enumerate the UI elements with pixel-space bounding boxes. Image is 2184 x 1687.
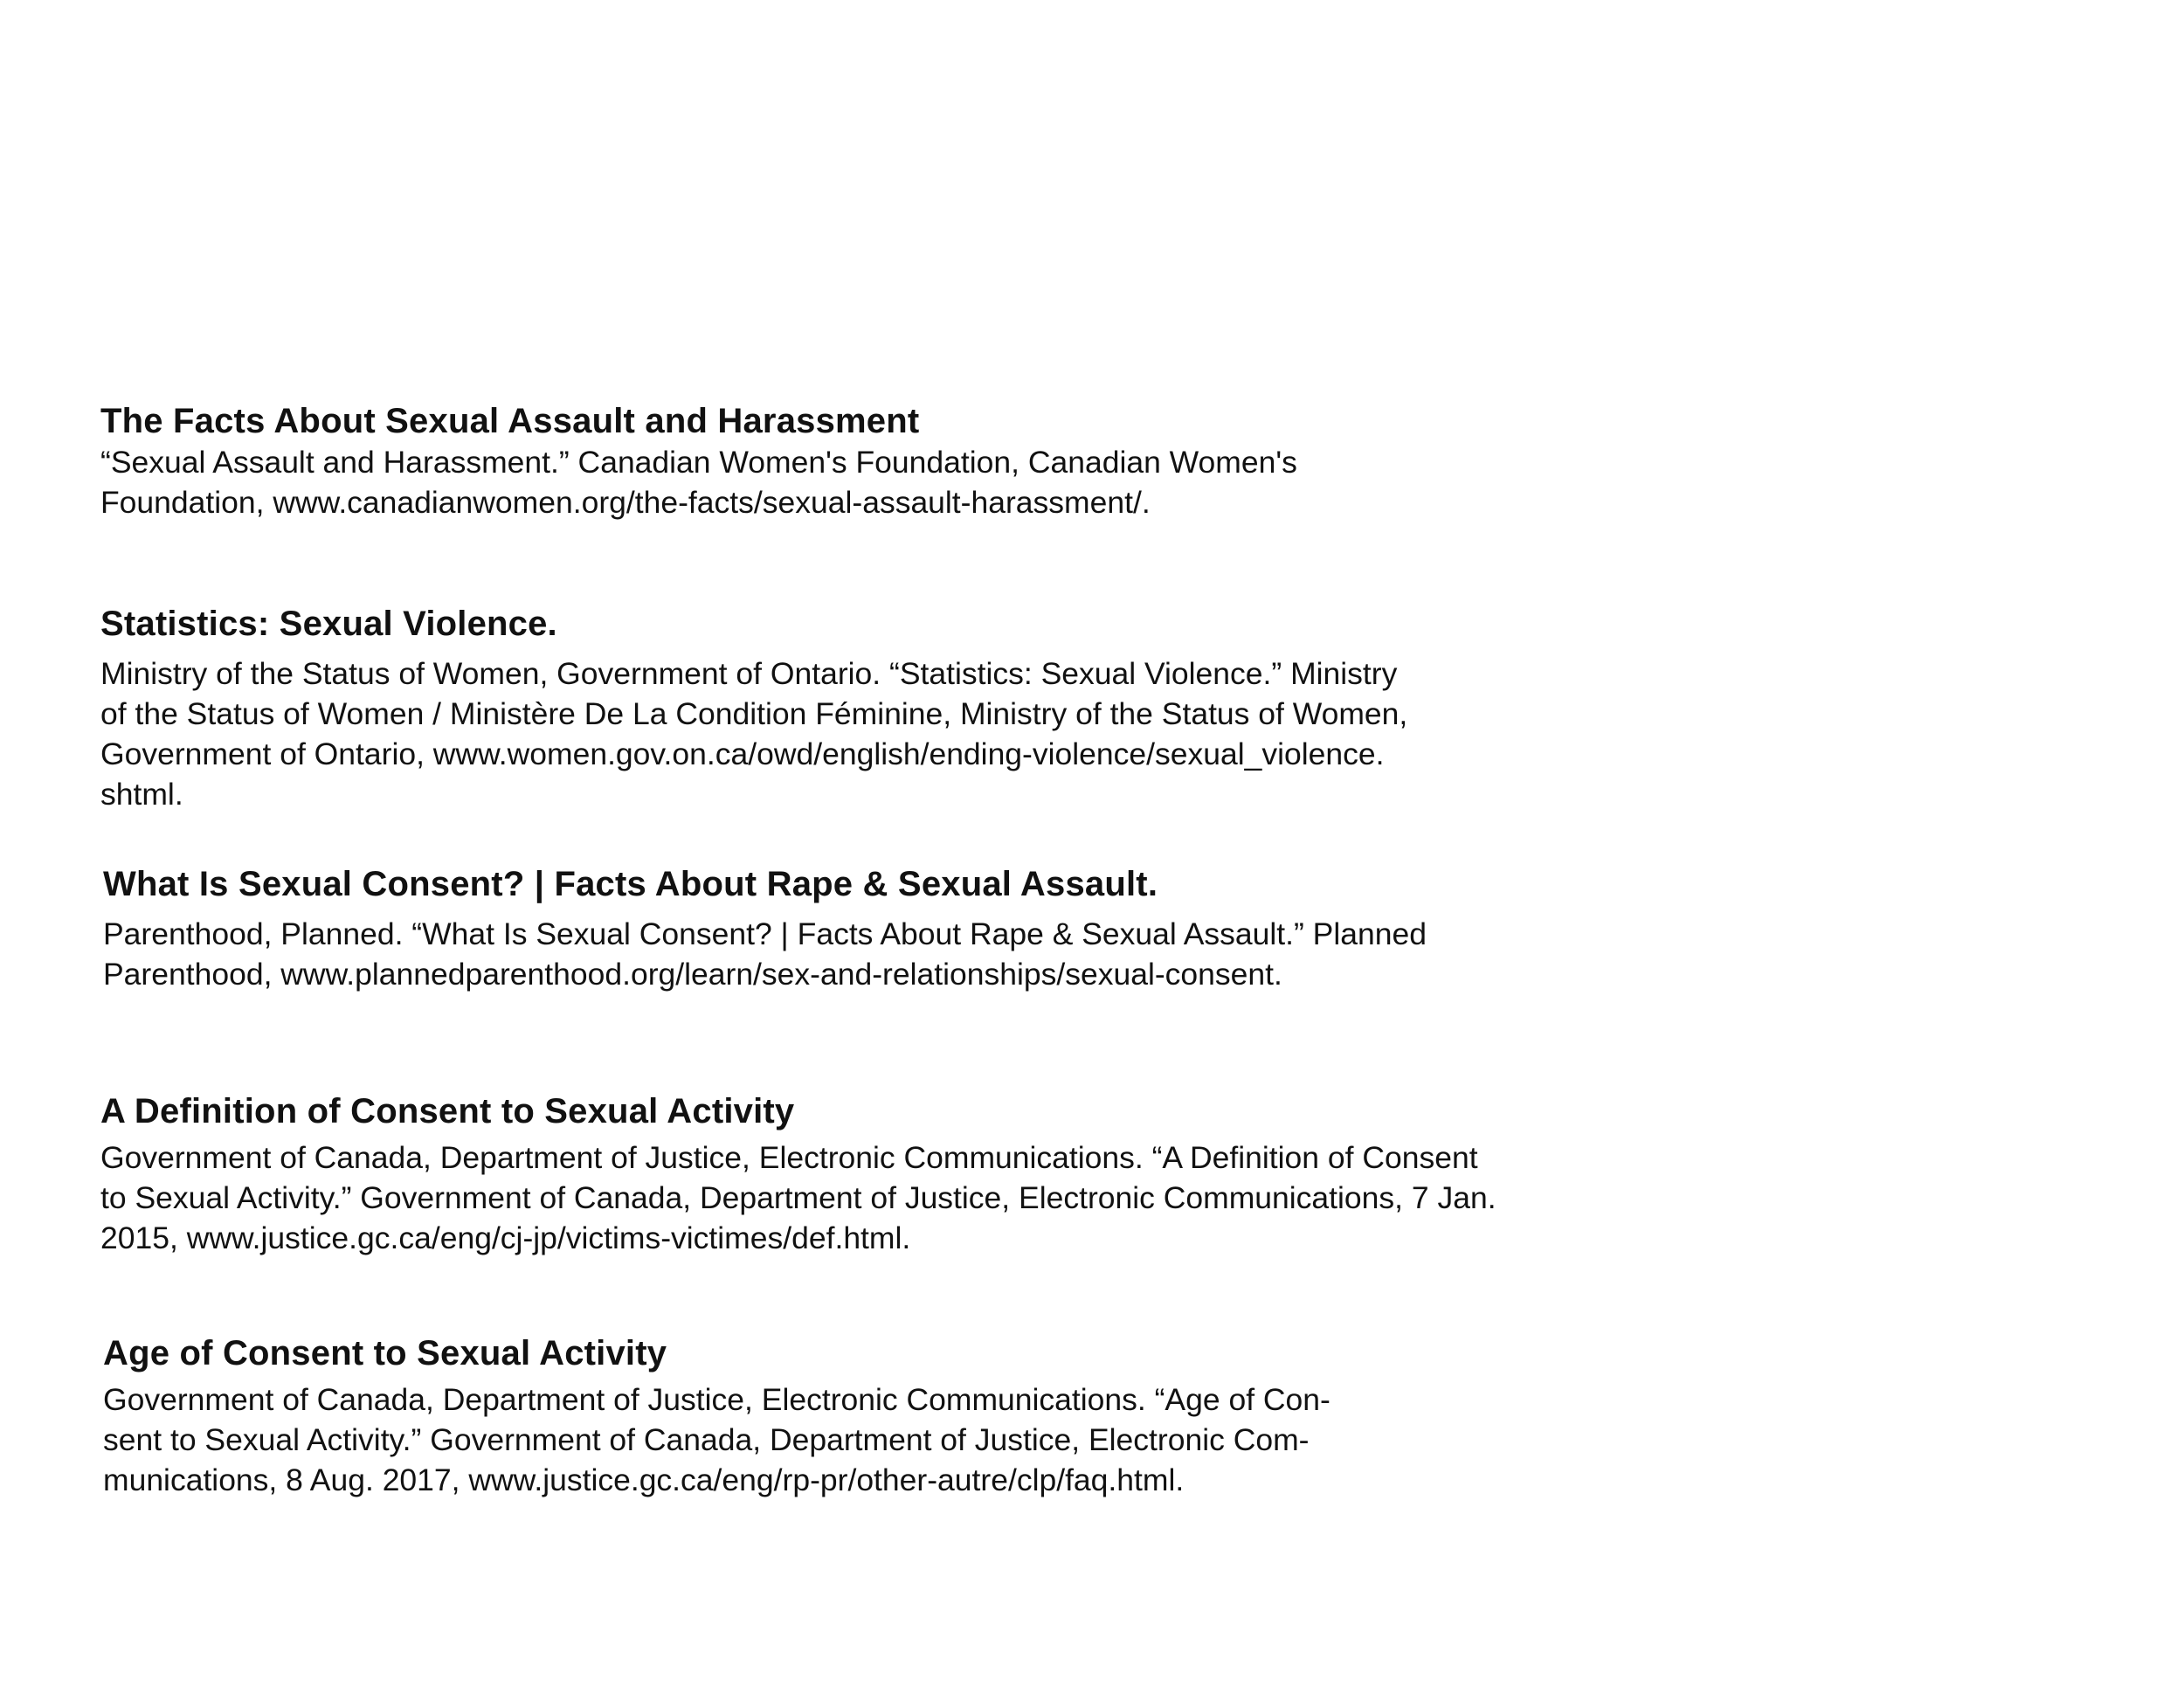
reference-entry-age-of-consent: [103, 1332, 1330, 1500]
citation-line: to Sexual Activity.” Government of Canada, Department of Justice, Electronic Communications, 7 Jan.: [100, 1180, 1496, 1215]
reference-entry-ontario-statistics: [100, 603, 1407, 814]
citation-line: Foundation, www.canadianwomen.org/the-facts/sexual-assault-harassment/.: [100, 485, 1151, 520]
citation-line: sent to Sexual Activity.” Government of Canada, Department of Justice, Electronic Com-: [103, 1422, 1310, 1457]
reference-citation: [103, 1379, 1330, 1500]
citation-line: Parenthood, www.plannedparenthood.org/learn/sex-and-relationships/sexual-consent.: [103, 957, 1282, 992]
citation-line: shtml.: [100, 777, 183, 812]
citation-line: munications, 8 Aug. 2017, www.justice.gc.ca/eng/rp-pr/other-autre/clp/faq.html.: [103, 1462, 1185, 1497]
reference-title: A Definition of Consent to Sexual Activity: [100, 1092, 795, 1130]
citation-line: Government of Ontario, www.women.gov.on.ca/owd/english/ending-violence/sexual_violence.: [100, 736, 1385, 771]
reference-title: Statistics: Sexual Violence.: [100, 605, 557, 643]
citation-line: Government of Canada, Department of Justice, Electronic Communications. “A Definition of Consent: [100, 1140, 1478, 1175]
reference-citation: [100, 1137, 1496, 1258]
citation-line: “Sexual Assault and Harassment.” Canadian Women's Foundation, Canadian Women's: [100, 445, 1297, 480]
reference-entry-canadian-womens-foundation: [100, 400, 1297, 522]
reference-entry-definition-of-consent: [100, 1090, 1496, 1258]
citation-line: Parenthood, Planned. “What Is Sexual Consent? | Facts About Rape & Sexual Assault.” Planned: [103, 916, 1427, 951]
reference-title: What Is Sexual Consent? | Facts About Rape & Sexual Assault.: [103, 865, 1158, 903]
reference-title: The Facts About Sexual Assault and Harassment: [100, 402, 920, 440]
reference-citation: [100, 653, 1407, 814]
reference-citation: [103, 914, 1427, 994]
citation-line: Government of Canada, Department of Justice, Electronic Communications. “Age of Con-: [103, 1382, 1330, 1417]
reference-title: Age of Consent to Sexual Activity: [103, 1334, 667, 1372]
citation-line: 2015, www.justice.gc.ca/eng/cj-jp/victims-victimes/def.html.: [100, 1220, 911, 1255]
reference-entry-planned-parenthood: [103, 863, 1427, 994]
reference-citation: [100, 442, 1297, 522]
citation-line: Ministry of the Status of Women, Government of Ontario. “Statistics: Sexual Violence.” Ministry: [100, 656, 1398, 691]
citation-line: of the Status of Women / Ministère De La Condition Féminine, Ministry of the Status of Women,: [100, 696, 1408, 731]
